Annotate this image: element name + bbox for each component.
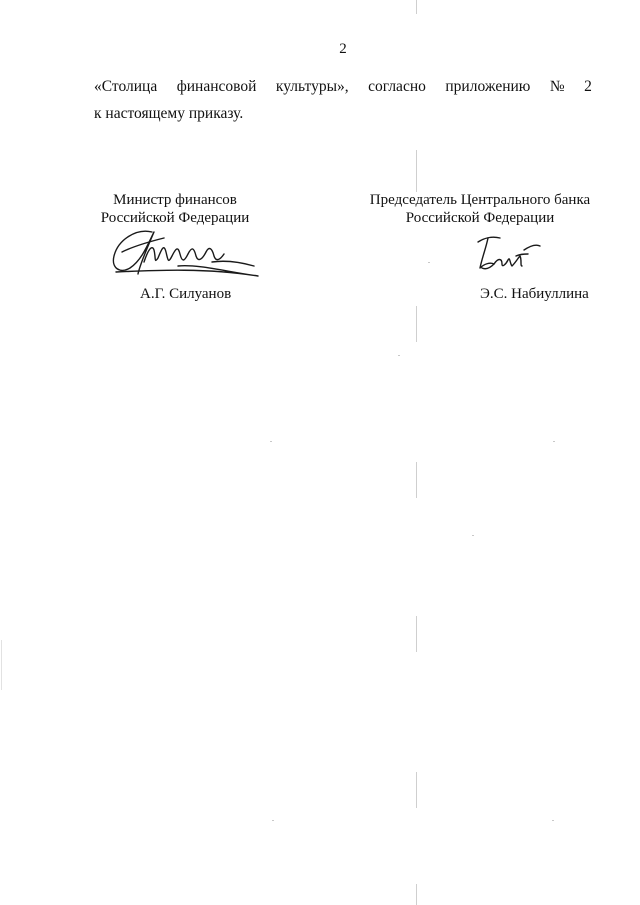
body-line-1	[94, 73, 592, 100]
minister-title	[70, 191, 280, 227]
chairman-title-line-1: Председатель Центрального банка	[369, 192, 591, 208]
scan-artifact	[553, 441, 555, 442]
scan-artifact	[416, 772, 417, 808]
minister-signature	[108, 224, 264, 280]
chairman-title	[358, 191, 602, 227]
body-word: 2	[584, 78, 592, 95]
minister-title-line-2: Российской Федерации	[100, 210, 250, 226]
minister-name: А.Г. Силуанов	[140, 286, 232, 302]
scan-artifact	[416, 616, 417, 652]
page-number: 2	[339, 41, 347, 57]
chairman-title-line-2: Российской Федерации	[405, 210, 555, 226]
body-word: согласно	[368, 78, 426, 95]
body-word: №	[549, 78, 565, 95]
chairman-name: Э.С. Набиуллина	[480, 286, 589, 302]
scan-artifact	[416, 884, 417, 905]
scan-artifact	[1, 640, 2, 690]
body-paragraph	[94, 73, 592, 127]
body-word: культуры»,	[275, 78, 349, 95]
scan-artifact	[416, 150, 417, 192]
scan-artifact	[270, 441, 272, 442]
body-word: приложению	[445, 78, 531, 95]
scan-artifact	[552, 820, 554, 821]
body-word: «Столица	[94, 78, 158, 95]
body-word: финансовой	[176, 78, 257, 95]
scan-artifact	[416, 462, 417, 498]
scan-artifact	[472, 535, 474, 536]
minister-title-line-1: Министр финансов	[113, 192, 237, 208]
chairman-signature	[472, 234, 544, 276]
body-line-2: к настоящему приказу.	[94, 105, 244, 122]
scan-artifact	[428, 262, 430, 263]
scan-artifact	[416, 0, 417, 14]
scan-artifact	[272, 820, 274, 821]
scan-artifact	[398, 355, 400, 356]
scan-artifact	[416, 306, 417, 342]
